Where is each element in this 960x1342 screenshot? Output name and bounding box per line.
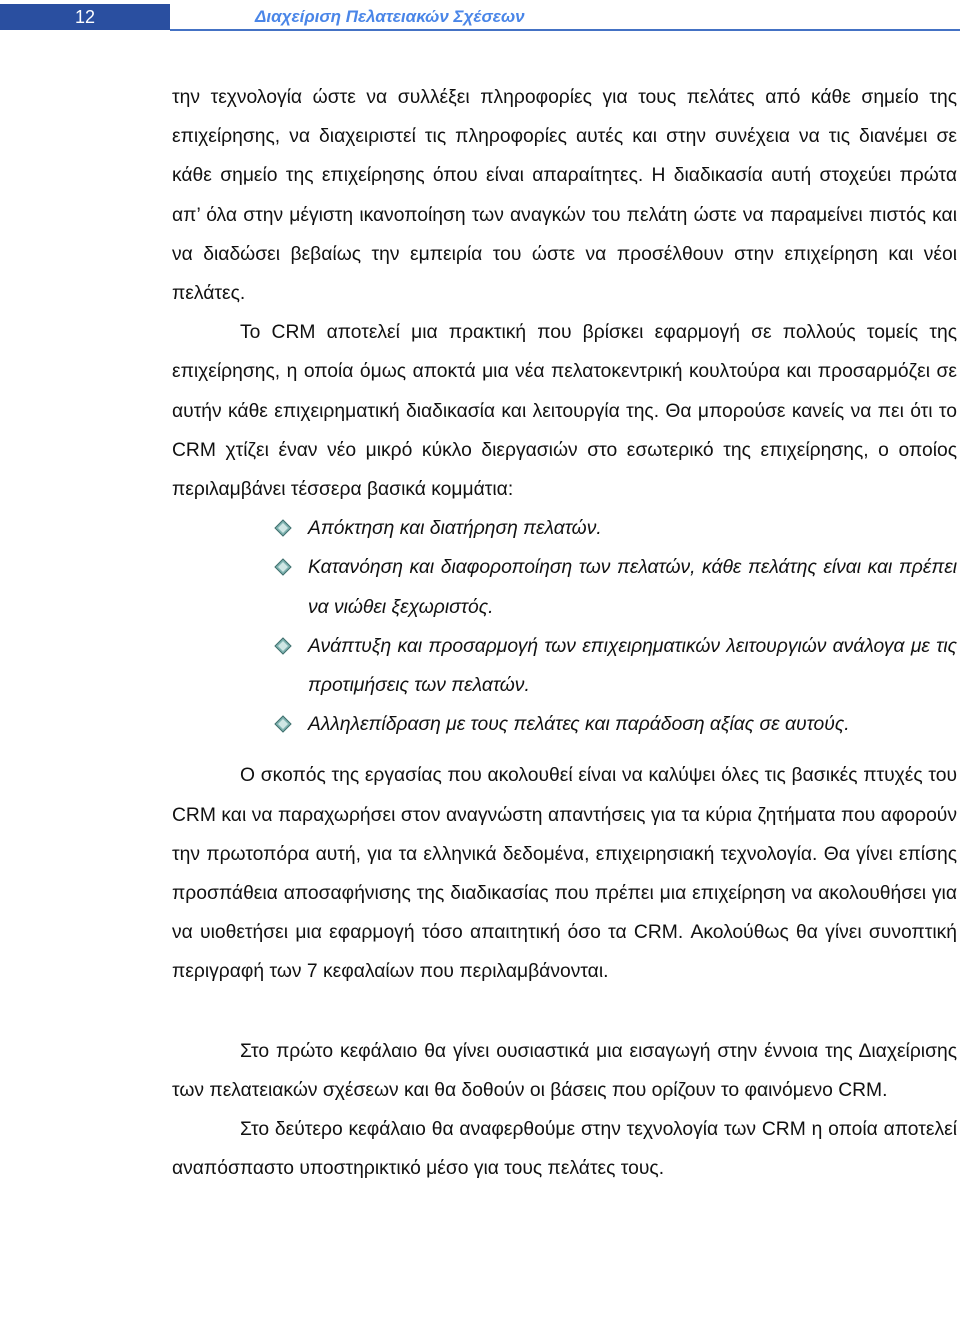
bullet-item [274, 509, 957, 548]
paragraph-3: Ο σκοπός της εργασίας που ακολουθεί είναι να καλύψει όλες τις βασικές πτυχές του CRM και να παραχωρήσει στον αναγνώστη απαντήσεις για τα κύρια ζητήματα που αφορούν την πρωτοπόρα αυτή, για τα ελληνικά δεδομένα, επιχειρησιακή τεχνολογία. Θα γίνει επίσης προσπάθεια αποσαφήνισης της διαδικασίας που πρέπει μια επιχείρηση να ακολουθήσει για να υιοθετήσει μια εφαρμογή τόσο απαιτητική όσο τα CRM. Ακολούθως θα γίνει συνοπτική περιγραφή των 7 κεφαλαίων που περιλαμβάνονται. [172, 765, 957, 983]
bullet-text: Αλληλεπίδραση με τους πελάτες και παράδοση αξίας σε αυτούς. [308, 714, 850, 736]
page-number: 12 [0, 4, 170, 30]
diamond-bullet-icon [274, 558, 292, 576]
paragraph-2: Το CRM αποτελεί μια πρακτική που βρίσκει εφαρμογή σε πολλούς τομείς της επιχείρησης, η οποία όμως αποκτά μια νέα πελατοκεντρική κουλτούρα και προσαρμόζει σε αυτήν κάθε επιχειρηματική διαδικασία και λειτουργία της. Θα μπορούσε κανείς να πει ότι το CRM χτίζει έναν νέο μικρό κύκλο διεργασιών στο εσωτερικό της επιχείρησης, ο οποίος περιλαμβάνει τέσσερα βασικά κομμάτια: [172, 322, 957, 501]
document-body [172, 78, 957, 1188]
bullet-text: Κατανόηση και διαφοροποίηση των πελατών, κάθε πελάτης είναι και πρέπει να νιώθει ξεχωριστός. [308, 557, 957, 618]
diamond-bullet-icon [274, 519, 292, 537]
paragraph-1: την τεχνολογία ώστε να συλλέξει πληροφορίες για τους πελάτες από κάθε σημείο της επιχείρησης, να διαχειριστεί τις πληροφορίες αυτές και στην συνέχεια να τις διανέμει σε κάθε σημείο της επιχείρησης όπου είναι απαραίτητες. Η διαδικασία αυτή στοχεύει πρώτα απ’ όλα στην μέγιστη ικανοποίηση των αναγκών του πελάτη ώστε να παραμείνει πιστός και να διαδώσει βεβαίως την εμπειρία του ώστε να προσέλθουν στην επιχείρηση και νέοι πελάτες. [172, 87, 957, 305]
diamond-bullet-icon [274, 637, 292, 655]
bullet-item [274, 548, 957, 626]
spacer [172, 744, 957, 756]
bullet-item [274, 627, 957, 705]
bullet-text: Ανάπτυξη και προσαρμογή των επιχειρηματικών λειτουργιών ανάλογα με τις προτιμήσεις των πελατών. [308, 635, 957, 697]
bullet-text: Απόκτηση και διατήρηση πελατών. [308, 518, 602, 540]
paragraph-4: Στο πρώτο κεφάλαιο θα γίνει ουσιαστικά μια εισαγωγή στην έννοια της Διαχείρισης των πελατειακών σχέσεων και θα δοθούν οι βάσεις που ορίζουν το φαινόμενο CRM. [172, 1040, 957, 1101]
bullet-list [172, 509, 957, 744]
paragraph-5: Στο δεύτερο κεφάλαιο θα αναφερθούμε στην τεχνολογία των CRM η οποία αποτελεί αναπόσπαστο υποστηρικτικό μέσο για τους πελάτες τους. [172, 1119, 957, 1180]
spacer [172, 992, 957, 1032]
page-header [0, 0, 960, 34]
running-title: Διαχείριση Πελατειακών Σχέσεων [255, 7, 525, 26]
diamond-bullet-icon [274, 715, 292, 733]
bullet-item [274, 705, 957, 744]
header-rule [170, 29, 960, 31]
